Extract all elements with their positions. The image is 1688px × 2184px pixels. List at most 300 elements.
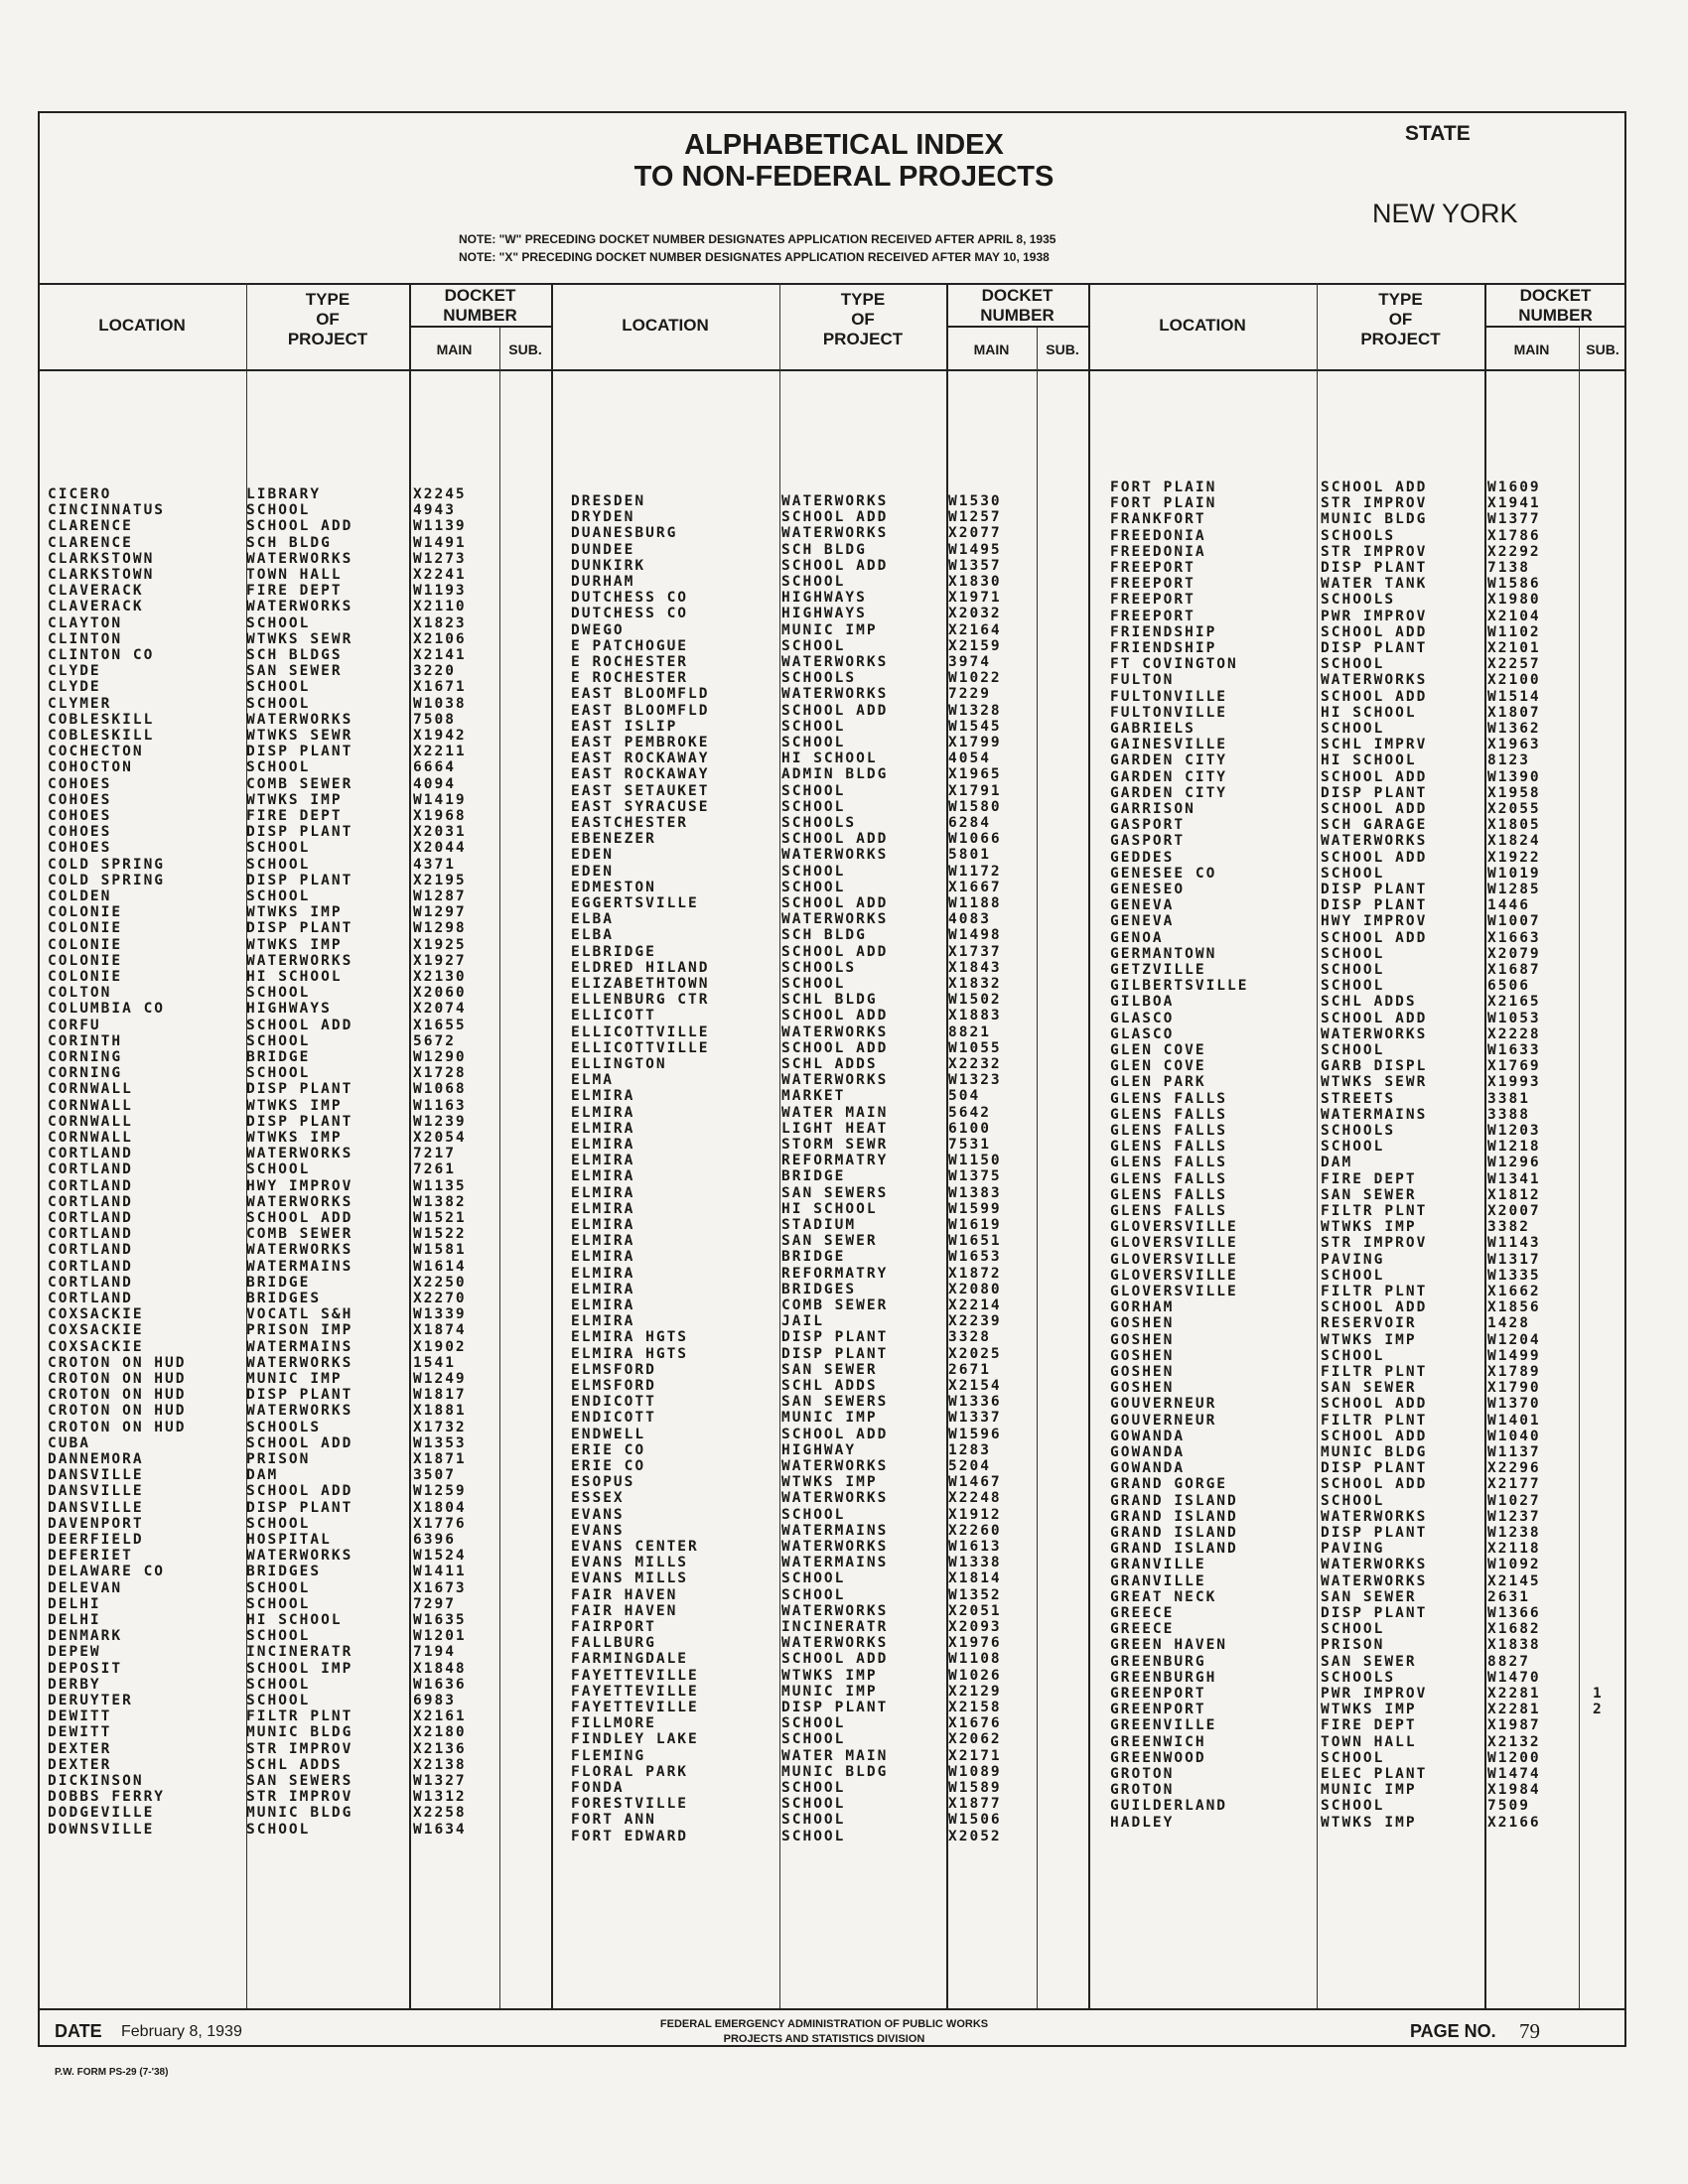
row-type: STADIUM — [781, 1217, 857, 1233]
row-docket-main: 6983 — [413, 1693, 456, 1708]
row-docket-main: X1965 — [948, 766, 1002, 783]
row-type: SCHOOL ADD — [781, 943, 889, 960]
row-docket-main: X2257 — [1487, 656, 1541, 673]
row-location: DODGEVILLE — [48, 1805, 155, 1822]
row-type: SCHOOL ADD — [1321, 768, 1428, 785]
row-location: DOWNSVILLE — [48, 1821, 155, 1838]
sub-divider — [499, 326, 500, 2008]
row-docket-main: 5801 — [948, 847, 991, 864]
row-type: SCHOOL ADD — [1321, 623, 1428, 640]
row-location: EAST BLOOMFLD — [571, 702, 710, 719]
row-type: BRIDGE — [246, 1274, 311, 1291]
row-type: SCHOOL — [246, 502, 311, 519]
row-location: COLONIE — [48, 904, 123, 921]
row-docket-main: W1259 — [413, 1483, 467, 1500]
row-type: ELEC PLANT — [1321, 1766, 1428, 1782]
row-docket-main: X2079 — [1487, 945, 1541, 962]
row-docket-main: 7297 — [413, 1595, 456, 1612]
row-location: GREENPORT — [1110, 1702, 1206, 1718]
row-type: HOSPITAL — [246, 1532, 332, 1548]
row-location: FREEPORT — [1110, 560, 1196, 576]
row-location: EDEN — [571, 863, 614, 880]
row-docket-main: W1089 — [948, 1763, 1002, 1780]
row-docket-main: W1337 — [948, 1410, 1002, 1427]
row-docket-main: X2214 — [948, 1297, 1002, 1313]
row-docket-main: W1633 — [1487, 1042, 1541, 1058]
row-type: WATERWORKS — [781, 525, 889, 542]
row-docket-main: X2232 — [948, 1056, 1002, 1072]
docket-subrule — [1484, 326, 1626, 328]
header-sub: SUB. — [508, 341, 542, 357]
row-docket-main: 5204 — [948, 1458, 991, 1474]
row-type: WATERWORKS — [781, 1539, 889, 1555]
row-type: LIGHT HEAT — [781, 1120, 889, 1137]
row-type: STORM SEWR — [781, 1137, 889, 1153]
row-docket-main: 7138 — [1487, 560, 1530, 576]
row-type: SCHOOL ADD — [1321, 801, 1428, 817]
row-location: DEFERIET — [48, 1548, 133, 1565]
row-type: ADMIN BLDG — [781, 766, 889, 783]
row-docket-main: W1366 — [1487, 1605, 1541, 1621]
row-docket-main: 7229 — [948, 686, 991, 703]
row-type: SCH BLDG — [781, 927, 867, 944]
row-docket-main: W1257 — [948, 509, 1002, 526]
row-docket-main: W1411 — [413, 1564, 467, 1580]
row-docket-main: X2245 — [413, 486, 467, 502]
row-location: GLOVERSVILLE — [1110, 1235, 1238, 1252]
row-type: SCHOOL — [246, 888, 311, 904]
row-type: SCHOOL — [781, 1731, 846, 1748]
row-location: EVANS MILLS — [571, 1555, 689, 1571]
row-type: HI SCHOOL — [1321, 752, 1417, 769]
row-type: WTWKS IMP — [781, 1667, 878, 1684]
row-docket-main: W1188 — [948, 895, 1002, 911]
row-docket-main: X2055 — [1487, 801, 1541, 817]
row-location: GOWANDA — [1110, 1428, 1186, 1444]
row-docket-main: W1287 — [413, 888, 467, 904]
header-docket-line: NUMBER — [443, 306, 517, 325]
row-type: SCHOOLS — [781, 959, 857, 976]
row-location: DERUYTER — [48, 1693, 133, 1708]
row-location: FRIENDSHIP — [1110, 623, 1217, 640]
row-type: SCHOOL — [781, 1586, 846, 1603]
row-docket-main: W1419 — [413, 791, 467, 808]
row-type: FIRE DEPT — [246, 583, 343, 600]
row-type: DISP PLANT — [246, 1499, 353, 1516]
row-docket-main: X1987 — [1487, 1717, 1541, 1734]
row-type: WATERWORKS — [246, 952, 353, 969]
row-location: CLARENCE — [48, 534, 133, 551]
row-location: GOUVERNEUR — [1110, 1412, 1217, 1429]
row-location: GRAND GORGE — [1110, 1476, 1228, 1493]
row-location: FLORAL PARK — [571, 1763, 689, 1780]
row-docket-main: X2180 — [413, 1724, 467, 1741]
row-type: SCHOOL ADD — [781, 1008, 889, 1024]
row-docket-main: X2007 — [1487, 1203, 1541, 1219]
row-docket-main: X2250 — [413, 1274, 467, 1291]
row-docket-main: W1327 — [413, 1773, 467, 1789]
row-docket-main: X1856 — [1487, 1299, 1541, 1316]
row-docket-main: X2258 — [413, 1805, 467, 1822]
row-docket-main: X1671 — [413, 679, 467, 696]
row-type: PAVING — [1321, 1251, 1385, 1268]
docket-subrule — [409, 326, 551, 328]
row-docket-main: W1239 — [413, 1113, 467, 1130]
row-type: SCHOOL — [781, 976, 846, 992]
row-docket-main: 7508 — [413, 711, 456, 728]
row-type: RESERVOIR — [1321, 1315, 1417, 1332]
header-type-line: OF — [316, 310, 340, 329]
agency-line-1: FEDERAL EMERGENCY ADMINISTRATION OF PUBLIC WORKS — [659, 2018, 989, 2030]
header-type — [1317, 290, 1484, 349]
row-location: COHOES — [48, 840, 112, 857]
row-docket-main: W1290 — [413, 1049, 467, 1065]
row-docket-main: X1655 — [413, 1017, 467, 1033]
row-type: SCHOOLS — [1321, 592, 1396, 609]
row-type: WTWKS IMP — [1321, 1702, 1417, 1718]
row-location: GORHAM — [1110, 1299, 1175, 1316]
row-type: REFORMATRY — [781, 1153, 889, 1169]
row-location: DELEVAN — [48, 1579, 123, 1596]
row-type: SCHOOL — [246, 614, 311, 631]
header-sub: SUB. — [1046, 341, 1079, 357]
row-docket-main: X2161 — [413, 1708, 467, 1725]
row-type: SCHOOLS — [1321, 527, 1396, 544]
row-type: FILTR PLNT — [1321, 1364, 1428, 1380]
row-type: WATERWORKS — [1321, 1508, 1428, 1525]
header-docket — [409, 286, 551, 326]
row-location: ELBA — [571, 927, 614, 944]
row-docket-main: X2093 — [948, 1619, 1002, 1635]
row-location: DUNDEE — [571, 541, 635, 558]
row-type: SCHOOL — [781, 863, 846, 880]
row-docket-main: X2118 — [1487, 1541, 1541, 1558]
row-type: SCH BLDGS — [246, 647, 343, 663]
row-docket-main: W1341 — [1487, 1170, 1541, 1187]
row-location: FORT ANN — [571, 1812, 656, 1829]
row-type: PRISON — [1321, 1637, 1385, 1654]
row-docket-main: X1925 — [413, 936, 467, 953]
row-type: WTWKS IMP — [246, 1097, 343, 1114]
row-type: DISP PLANT — [781, 1700, 889, 1715]
row-location: ESOPUS — [571, 1474, 635, 1491]
row-location: GRANVILLE — [1110, 1557, 1206, 1573]
row-location: GRAND ISLAND — [1110, 1541, 1238, 1558]
row-type: WTWKS IMP — [246, 936, 343, 953]
row-location: E ROCHESTER — [571, 654, 689, 670]
row-location: ELLICOTT — [571, 1008, 656, 1024]
row-docket-main: W1530 — [948, 493, 1002, 509]
row-type: PRISON IMP — [246, 1322, 353, 1339]
row-docket-main: X2060 — [413, 985, 467, 1002]
row-docket-main: W1026 — [948, 1667, 1002, 1684]
row-location: GASPORT — [1110, 833, 1186, 850]
row-type: WATERWORKS — [781, 493, 889, 509]
row-type: DISP PLANT — [246, 920, 353, 937]
row-type: WTWKS IMP — [781, 1474, 878, 1491]
row-location: DUTCHESS CO — [571, 606, 689, 622]
row-docket-main: W1150 — [948, 1153, 1002, 1169]
row-docket-main: X1848 — [413, 1660, 467, 1677]
row-type: SCHOOL — [246, 1676, 311, 1693]
row-docket-main: W1370 — [1487, 1396, 1541, 1413]
row-docket-main: X1838 — [1487, 1637, 1541, 1654]
row-location: CORNWALL — [48, 1130, 133, 1146]
row-location: FREEPORT — [1110, 608, 1196, 624]
row-type: WATERWORKS — [781, 911, 889, 928]
row-location: FINDLEY LAKE — [571, 1731, 699, 1748]
row-location: ELMIRA — [571, 1249, 635, 1266]
row-docket-main: X2292 — [1487, 543, 1541, 560]
row-docket-main: 3388 — [1487, 1106, 1530, 1123]
row-docket-main: W1653 — [948, 1249, 1002, 1266]
row-location: COXSACKIE — [48, 1322, 144, 1339]
docket-subrule — [946, 326, 1088, 328]
row-location: ELDRED HILAND — [571, 959, 710, 976]
row-type: DISP PLANT — [246, 744, 353, 760]
row-location: COHOES — [48, 808, 112, 824]
row-location: ELMIRA — [571, 1233, 635, 1250]
row-location: COLONIE — [48, 952, 123, 969]
row-docket-main: 4094 — [413, 775, 456, 792]
row-docket-main: X2195 — [413, 872, 467, 888]
row-type: SAN SEWER — [781, 1233, 878, 1250]
row-type: SCHOOL — [781, 574, 846, 590]
row-location: ELMIRA — [571, 1313, 635, 1330]
row-type: PAVING — [1321, 1541, 1385, 1558]
row-docket-main: W1022 — [948, 670, 1002, 687]
row-docket-main: W1092 — [1487, 1557, 1541, 1573]
row-type: WATER MAIN — [781, 1104, 889, 1121]
row-location: DOBBS FERRY — [48, 1789, 166, 1806]
row-type: WATERWORKS — [781, 1072, 889, 1089]
row-location: COLD SPRING — [48, 856, 166, 873]
row-type: SCHOOL — [781, 879, 846, 895]
row-location: FALLBURG — [571, 1635, 656, 1652]
row-type: FILTR PLNT — [1321, 1203, 1428, 1219]
row-location: GASPORT — [1110, 817, 1186, 834]
row-location: EASTCHESTER — [571, 815, 689, 831]
row-type: SAN SEWER — [781, 1361, 878, 1378]
row-location: DANSVILLE — [48, 1467, 144, 1484]
row-type: SCHOOL ADD — [1321, 1396, 1428, 1413]
row-type: SCHOOL ADD — [1321, 1299, 1428, 1316]
header-main: MAIN — [1513, 341, 1550, 357]
row-docket-main: X1682 — [1487, 1621, 1541, 1638]
row-type: BRIDGES — [781, 1281, 857, 1297]
row-location: GREENVILLE — [1110, 1717, 1217, 1734]
row-location: DWEGO — [571, 621, 625, 638]
row-type: SCHOOL — [246, 695, 311, 712]
row-type: SCHOOLS — [781, 815, 857, 831]
row-docket-main: W1312 — [413, 1789, 467, 1806]
form-number: P.W. FORM PS-29 (7-'38) — [55, 2067, 169, 2078]
row-docket-main: X1942 — [413, 728, 467, 744]
row-docket-main: X2051 — [948, 1602, 1002, 1619]
row-type: FILTR PLNT — [1321, 1412, 1428, 1429]
row-docket-main: X2141 — [413, 647, 467, 663]
row-docket-main: X1662 — [1487, 1284, 1541, 1299]
row-type: SCHOOL ADD — [246, 1017, 353, 1033]
row-docket-main: W1335 — [1487, 1267, 1541, 1284]
row-location: EAST PEMBROKE — [571, 735, 710, 751]
row-type: DISP PLANT — [246, 1113, 353, 1130]
row-type: HI SCHOOL — [781, 751, 878, 767]
row-location: GENEVA — [1110, 897, 1175, 914]
row-type: MARKET — [781, 1088, 846, 1105]
header-docket — [1484, 286, 1626, 326]
row-type: SCHOOL — [781, 1780, 846, 1796]
row-type: SCHOOL — [246, 1628, 311, 1645]
row-type: TOWN HALL — [246, 567, 343, 583]
row-type: SCHOOL ADD — [1321, 479, 1428, 495]
row-type: HIGHWAYS — [781, 606, 867, 622]
row-docket-main: W1502 — [948, 992, 1002, 1009]
row-type: SCHOOL ADD — [781, 1039, 889, 1056]
row-location: CORTLAND — [48, 1193, 133, 1210]
row-location: CLINTON CO — [48, 647, 155, 663]
row-docket-main: W1467 — [948, 1474, 1002, 1491]
header-type-line: TYPE — [1378, 290, 1423, 309]
row-docket-main: X2281 — [1487, 1702, 1541, 1718]
row-location: GENESEO — [1110, 882, 1186, 897]
row-location: ELMIRA — [571, 1104, 635, 1121]
row-location: CLARKSTOWN — [48, 567, 155, 583]
row-type: WATERWORKS — [781, 1635, 889, 1652]
row-type: DISP PLANT — [1321, 897, 1428, 914]
row-type: SCHOOL — [1321, 962, 1385, 978]
row-docket-main: W1163 — [413, 1097, 467, 1114]
row-type: WATERWORKS — [1321, 1572, 1428, 1589]
header-docket-line: NUMBER — [1518, 306, 1593, 325]
row-location: GREECE — [1110, 1621, 1175, 1638]
row-type: WATERWORKS — [781, 1602, 889, 1619]
row-type: SCHOOL — [1321, 1621, 1385, 1638]
row-docket-main: W1635 — [413, 1612, 467, 1628]
row-docket-main: W1200 — [1487, 1749, 1541, 1766]
row-docket-main: W1323 — [948, 1072, 1002, 1089]
row-type: DISP PLANT — [1321, 784, 1428, 801]
row-type: WATERWORKS — [246, 1548, 353, 1565]
row-docket-main: 3328 — [948, 1329, 991, 1346]
row-type: SCHOOL — [1321, 656, 1385, 673]
header-main: MAIN — [436, 341, 473, 357]
row-type: WATERMAINS — [1321, 1106, 1428, 1123]
row-location: COLONIE — [48, 936, 123, 953]
row-type: REFORMATRY — [781, 1265, 889, 1282]
row-docket-main: W1204 — [1487, 1331, 1541, 1348]
title-line-2: TO NON-FEDERAL PROJECTS — [633, 161, 1055, 193]
row-type: STREETS — [1321, 1090, 1396, 1107]
row-docket-main: X1791 — [948, 782, 1002, 799]
row-location: DEWITT — [48, 1708, 112, 1725]
row-type: SCHOOL — [1321, 945, 1385, 962]
date-label: DATE — [55, 2021, 102, 2041]
row-location: DEERFIELD — [48, 1532, 144, 1548]
row-docket-main: 6396 — [413, 1532, 456, 1548]
row-docket-main: W1545 — [948, 718, 1002, 735]
row-location: FREEDONIA — [1110, 543, 1206, 560]
row-location: ELBA — [571, 911, 614, 928]
row-docket-main: W1137 — [1487, 1444, 1541, 1460]
row-docket-main: X2159 — [948, 637, 1002, 654]
row-docket-main: X1769 — [1487, 1058, 1541, 1075]
row-docket-main: 3220 — [413, 663, 456, 680]
row-docket-main: W1027 — [1487, 1492, 1541, 1509]
row-location: GEDDES — [1110, 849, 1175, 866]
row-type: MUNIC BLDG — [1321, 511, 1428, 528]
row-type: HI SCHOOL — [246, 1612, 343, 1628]
row-docket-main: X1687 — [1487, 962, 1541, 978]
row-location: ELMIRA — [571, 1200, 635, 1217]
header-type — [246, 290, 409, 349]
row-docket-main: W1614 — [413, 1258, 467, 1275]
row-docket-main: W1135 — [413, 1177, 467, 1194]
row-location: COLDEN — [48, 888, 112, 904]
row-docket-main: X2145 — [1487, 1572, 1541, 1589]
row-docket-main: X1804 — [413, 1499, 467, 1516]
row-docket-main: X1871 — [413, 1451, 467, 1467]
row-location: ELMIRA HGTS — [571, 1329, 689, 1346]
row-docket-main: W1514 — [1487, 688, 1541, 705]
row-location: COHOCTON — [48, 759, 133, 776]
row-type: WTWKS SEWR — [246, 630, 353, 647]
row-type: SCHOOL — [781, 735, 846, 751]
row-type: WATER TANK — [1321, 576, 1428, 593]
row-docket-main: X2054 — [413, 1130, 467, 1146]
row-location: DURHAM — [571, 574, 635, 590]
row-location: CLYDE — [48, 663, 101, 680]
row-docket-main: 6284 — [948, 815, 991, 831]
row-type: INCINERATR — [781, 1619, 889, 1635]
row-docket-main: X1927 — [413, 952, 467, 969]
row-location: FULTON — [1110, 672, 1175, 689]
row-location: GREAT NECK — [1110, 1588, 1217, 1605]
row-docket-main: W1108 — [948, 1651, 1002, 1668]
row-docket-main: X1976 — [948, 1635, 1002, 1652]
row-location: FREEDONIA — [1110, 527, 1206, 544]
row-docket-main: X2044 — [413, 840, 467, 857]
row-location: CROTON ON HUD — [48, 1419, 187, 1435]
row-docket-main: 5642 — [948, 1104, 991, 1121]
row-location: GENOA — [1110, 929, 1164, 946]
row-location: FORT PLAIN — [1110, 479, 1217, 495]
row-type: WTWKS IMP — [246, 791, 343, 808]
row-location: CROTON ON HUD — [48, 1371, 187, 1387]
row-docket-main: X1786 — [1487, 527, 1541, 544]
header-type-line: TYPE — [840, 290, 886, 309]
row-type: COMB SEWER — [246, 1226, 353, 1243]
row-location: GENEVA — [1110, 913, 1175, 930]
row-location: CLYMER — [48, 695, 112, 712]
row-docket-main: W1053 — [1487, 1010, 1541, 1026]
row-location: CLAVERACK — [48, 583, 144, 600]
row-location: EVANS MILLS — [571, 1570, 689, 1587]
row-location: ELMIRA HGTS — [571, 1345, 689, 1362]
row-docket-main: W1066 — [948, 831, 1002, 848]
row-docket-main: X2025 — [948, 1345, 1002, 1362]
row-type: WATERMAINS — [246, 1338, 353, 1355]
row-location: GLENS FALLS — [1110, 1186, 1228, 1203]
row-location: GABRIELS — [1110, 721, 1196, 737]
row-location: GRAND ISLAND — [1110, 1525, 1238, 1541]
row-docket-main: 4371 — [413, 856, 456, 873]
row-location: CLARKSTOWN — [48, 550, 155, 567]
row-docket-main: X2110 — [413, 599, 467, 615]
footer-rule — [38, 2008, 1626, 2010]
row-type: DISP PLANT — [1321, 1605, 1428, 1621]
row-location: GENESEE CO — [1110, 865, 1217, 882]
